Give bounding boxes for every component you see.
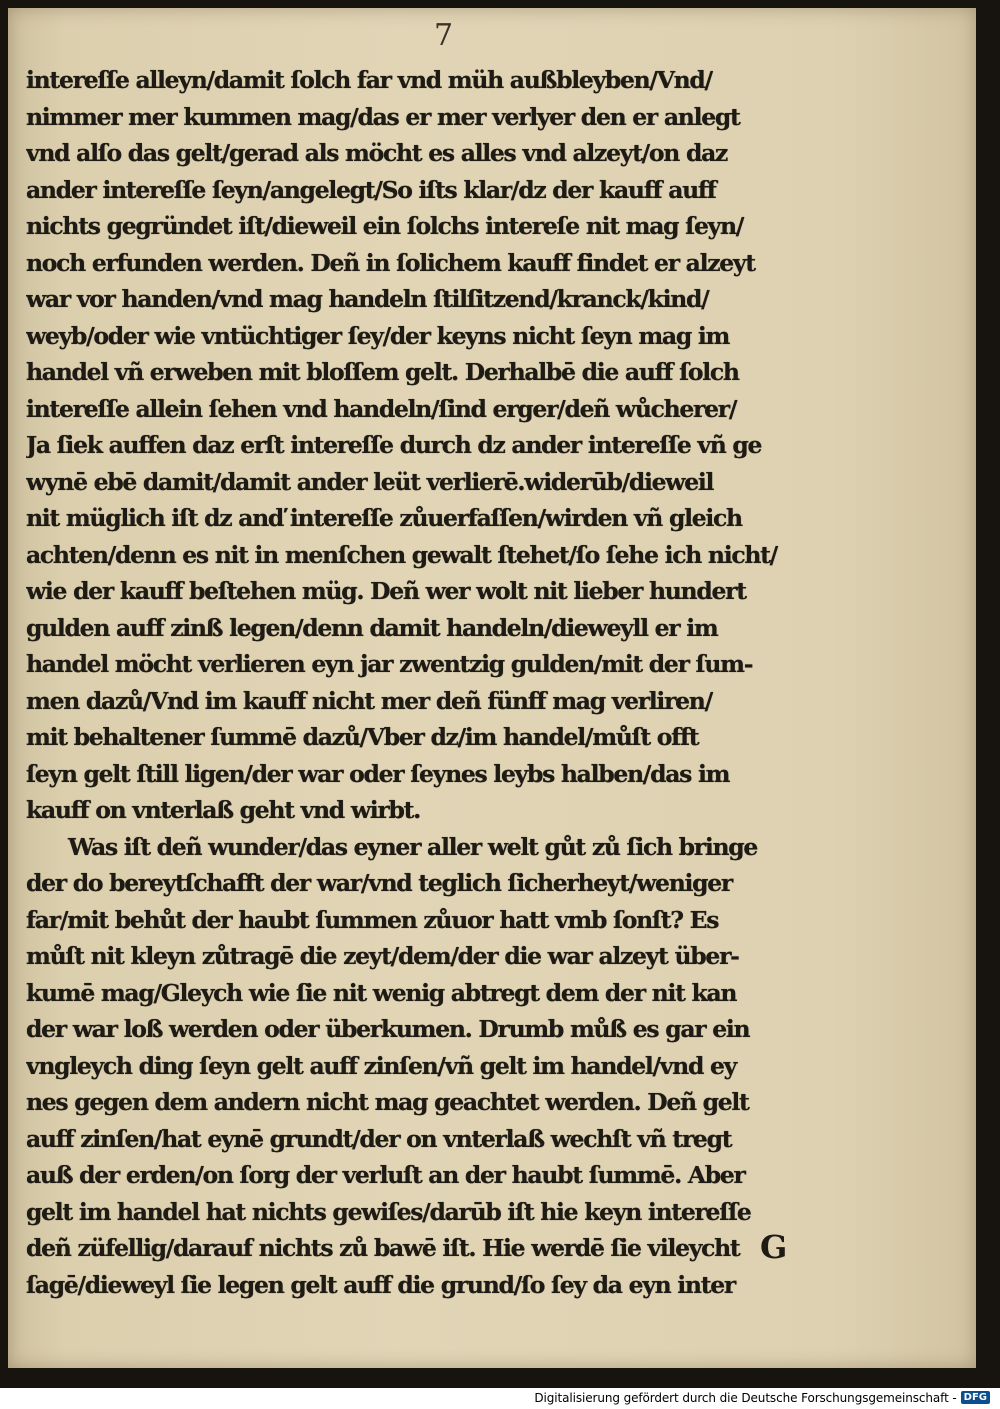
footer-credit-text: Digitalisierung gefördert durch die Deutsche Forschungsgemeinschaft - [534,1390,957,1405]
signature-mark: G [760,1228,788,1266]
text-line: mit behaltener ſummē dazů/Vber dz/im handel/můſt offt [26,723,699,751]
text-line: noch erfunden werden. Deñ in ſolichem kauff findet er alzeyt [26,248,755,277]
text-line: Ja ſiek auffen daz erſt intereſſe durch dz ander intereſſe vñ ge [26,431,762,459]
text-line: nit müglich iſt dz anď intereſſe zůuerfaſſen/wirden vñ gleich [26,504,742,532]
page-number-mark: 7 [434,18,454,53]
text-line: intereſſe alleyn/damit ſolch far vnd müh außbleyben/Vnd/ [26,66,712,94]
text-line: handel vñ erweben mit bloſſem gelt. Derhalbē die auff ſolch [26,358,739,386]
text-line: men dazů/Vnd im kauff nicht mer deñ fünff mag verliren/ [26,686,712,715]
text-line: wynē ebē damit/damit ander leüt verlierē.widerūb/dieweil [26,467,714,496]
footer-credit [534,1388,990,1407]
text-line: weyb/oder wie vntüchtiger ſey/der keyns nicht ſeyn mag im [26,321,730,350]
text-line: vnd alſo das gelt/gerad als möcht es alles vnd alzeyt/on daz [26,139,728,167]
text-line: intereſſe allein ſehen vnd handeln/ſind erger/deñ wůcherer/ [26,394,737,423]
body-text [26,62,836,1303]
text-line: war vor handen/vnd mag handeln ſtilſitzend/kranck/kind/ [26,285,709,313]
dfg-logo: DFG [961,1391,990,1404]
text-line: můſt nit kleyn zůtragē die zeyt/dem/der die war alzeyt über- [26,942,739,970]
text-line: nimmer mer kummen mag/das er mer verlyer den er anlegt [26,102,740,131]
text-line: Was iſt deñ wunder/das eyner aller welt gůt zů ſich bringe [68,832,758,861]
text-line: gelt im handel hat nichts gewiſes/darūb iſt hie keyn intereſſe [26,1197,751,1226]
text-line: der war loß werden oder überkumen. Drumb můß es gar ein [26,1015,750,1043]
text-line: ſagē/dieweyl ſie legen gelt auff die grund/ſo ſey da eyn inter [26,1270,735,1299]
text-line: vngleych ding ſeyn gelt auff zinſen/vñ gelt im handel/vnd ey [26,1051,736,1080]
text-line: nichts gegründet iſt/dieweil ein ſolchs intereſe nit mag ſeyn/ [26,212,744,240]
text-line: wie der kauff beſtehen müg. Deñ wer wolt nit lieber hundert [26,577,746,605]
text-line: ander intereſſe ſeyn/angelegt/So iſts klar/dz der kauff auff [26,175,716,204]
text-line: auff zinſen/hat eynē grundt/der on vnterlaß wechſt vñ tregt [26,1124,732,1153]
text-line: auß der erden/on ſorg der verluſt an der haubt ſummē. Aber [26,1161,745,1189]
text-line: handel möcht verlieren eyn jar zwentzig gulden/mit der ſum- [26,650,753,678]
text-line: nes gegen dem andern nicht mag geachtet werden. Deñ gelt [26,1088,749,1116]
text-line: kauff on vnterlaß geht vnd wirbt. [26,796,421,824]
book-page [8,8,976,1368]
text-line: der do bereytſchafft der war/vnd teglich ſicherheyt/weniger [26,869,732,897]
text-line: ſeyn gelt ſtill ligen/der war oder ſeynes leybs halben/das im [26,759,730,788]
text-line: achten/denn es nit in menſchen gewalt ſtehet/ſo ſehe ich nicht/ [26,540,777,569]
text-line: gulden auff zinß legen/denn damit handeln/dieweyll er im [26,613,718,642]
text-line: kumē mag/Gleych wie ſie nit wenig abtregt dem der nit kan [26,978,737,1007]
text-line: far/mit behůt der haubt ſummen zůuor hatt vmb ſonſt? Es [26,905,719,934]
text-line: deñ züfellig/darauf nichts zů bawē iſt. Hie werdē ſie vileycht [26,1234,740,1262]
